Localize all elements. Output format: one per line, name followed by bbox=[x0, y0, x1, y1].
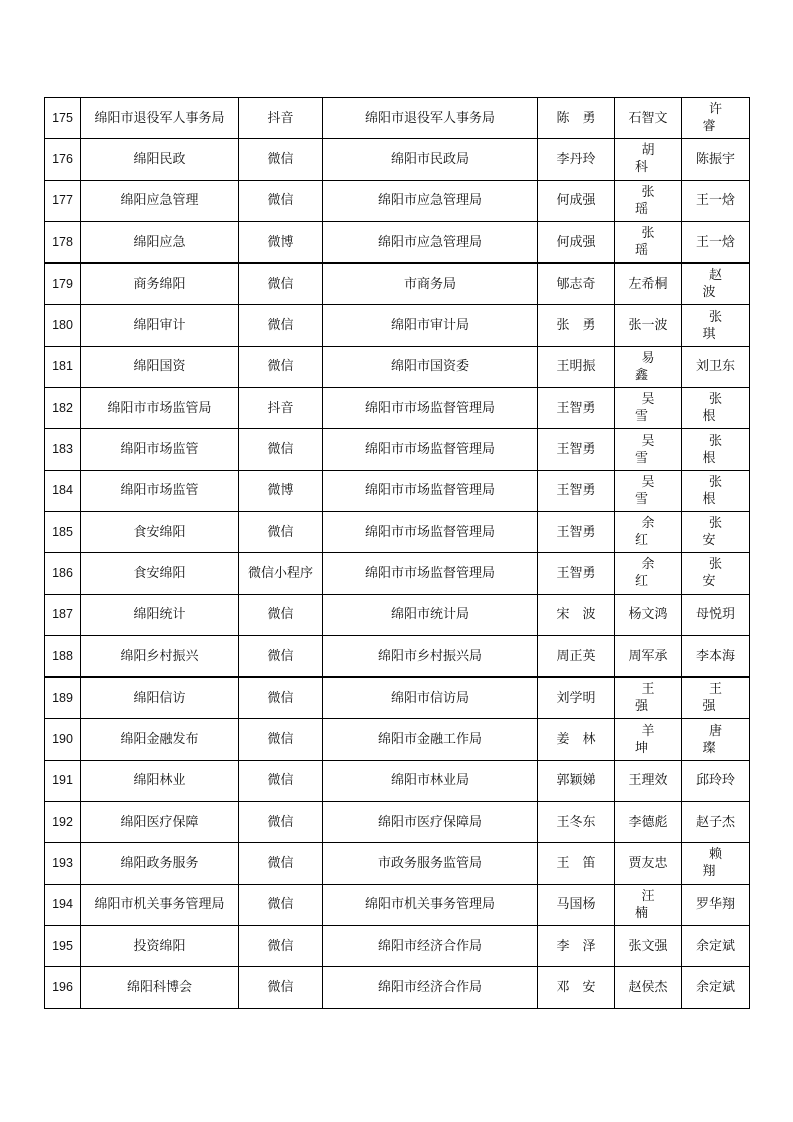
account-name: 食安绵阳 bbox=[81, 553, 239, 594]
account-name: 绵阳科博会 bbox=[81, 967, 239, 1008]
account-name: 绵阳民政 bbox=[81, 139, 239, 180]
manager-name: 张文强 bbox=[615, 925, 682, 966]
account-name: 绵阳市场监管 bbox=[81, 429, 239, 470]
operator-name: 罗华翔 bbox=[682, 884, 750, 925]
operator-name: 王一焓 bbox=[682, 180, 750, 221]
operator-name: 邱玲玲 bbox=[682, 760, 750, 801]
platform: 微博 bbox=[239, 221, 323, 263]
platform: 微博 bbox=[239, 470, 323, 511]
operator-name: 余定斌 bbox=[682, 967, 750, 1008]
platform: 微信 bbox=[239, 677, 323, 719]
operator-name: 张安 bbox=[682, 511, 750, 552]
row-number: 181 bbox=[45, 346, 81, 387]
manager-name: 周军承 bbox=[615, 635, 682, 677]
account-name: 绵阳医疗保障 bbox=[81, 802, 239, 843]
platform: 微信 bbox=[239, 760, 323, 801]
operator-name: 余定斌 bbox=[682, 925, 750, 966]
department: 绵阳市审计局 bbox=[323, 305, 538, 346]
account-name: 绵阳市市场监管局 bbox=[81, 388, 239, 429]
leader-name: 王智勇 bbox=[538, 511, 615, 552]
account-name: 绵阳应急 bbox=[81, 221, 239, 263]
leader-name: 王智勇 bbox=[538, 388, 615, 429]
platform: 微信 bbox=[239, 925, 323, 966]
account-name: 投资绵阳 bbox=[81, 925, 239, 966]
department: 绵阳市林业局 bbox=[323, 760, 538, 801]
leader-name: 王智勇 bbox=[538, 429, 615, 470]
leader-name: 郇志奇 bbox=[538, 263, 615, 305]
operator-name: 张琪 bbox=[682, 305, 750, 346]
operator-name: 王强 bbox=[682, 677, 750, 719]
manager-name: 吴雪 bbox=[615, 388, 682, 429]
table-row bbox=[45, 139, 750, 180]
table-row bbox=[45, 635, 750, 677]
department: 市商务局 bbox=[323, 263, 538, 305]
row-number: 180 bbox=[45, 305, 81, 346]
platform: 抖音 bbox=[239, 98, 323, 139]
manager-name: 石智文 bbox=[615, 98, 682, 139]
account-name: 绵阳金融发布 bbox=[81, 719, 239, 760]
platform: 微信 bbox=[239, 346, 323, 387]
account-name: 商务绵阳 bbox=[81, 263, 239, 305]
manager-name: 王强 bbox=[615, 677, 682, 719]
platform: 微信小程序 bbox=[239, 553, 323, 594]
account-name: 绵阳市机关事务管理局 bbox=[81, 884, 239, 925]
table-row bbox=[45, 180, 750, 221]
row-number: 177 bbox=[45, 180, 81, 221]
table-row bbox=[45, 802, 750, 843]
manager-name: 余红 bbox=[615, 511, 682, 552]
manager-name: 吴雪 bbox=[615, 429, 682, 470]
table-row bbox=[45, 967, 750, 1008]
platform: 微信 bbox=[239, 719, 323, 760]
department: 绵阳市医疗保障局 bbox=[323, 802, 538, 843]
manager-name: 易鑫 bbox=[615, 346, 682, 387]
row-number: 187 bbox=[45, 594, 81, 635]
row-number: 190 bbox=[45, 719, 81, 760]
manager-name: 张一波 bbox=[615, 305, 682, 346]
department: 绵阳市民政局 bbox=[323, 139, 538, 180]
row-number: 196 bbox=[45, 967, 81, 1008]
account-name: 绵阳国资 bbox=[81, 346, 239, 387]
manager-name: 胡科 bbox=[615, 139, 682, 180]
manager-name: 杨文鸿 bbox=[615, 594, 682, 635]
row-number: 179 bbox=[45, 263, 81, 305]
department: 绵阳市统计局 bbox=[323, 594, 538, 635]
leader-name: 何成强 bbox=[538, 221, 615, 263]
account-name: 绵阳统计 bbox=[81, 594, 239, 635]
row-number: 191 bbox=[45, 760, 81, 801]
manager-name: 羊坤 bbox=[615, 719, 682, 760]
leader-name: 李泽 bbox=[538, 925, 615, 966]
operator-name: 李本海 bbox=[682, 635, 750, 677]
account-name: 绵阳应急管理 bbox=[81, 180, 239, 221]
leader-name: 马国杨 bbox=[538, 884, 615, 925]
operator-name: 赖翔 bbox=[682, 843, 750, 884]
department: 绵阳市市场监督管理局 bbox=[323, 388, 538, 429]
account-name: 食安绵阳 bbox=[81, 511, 239, 552]
operator-name: 张安 bbox=[682, 553, 750, 594]
operator-name: 张根 bbox=[682, 470, 750, 511]
department: 绵阳市国资委 bbox=[323, 346, 538, 387]
department: 绵阳市经济合作局 bbox=[323, 925, 538, 966]
department: 绵阳市应急管理局 bbox=[323, 180, 538, 221]
table-body bbox=[45, 98, 750, 1009]
manager-name: 吴雪 bbox=[615, 470, 682, 511]
department: 绵阳市市场监督管理局 bbox=[323, 553, 538, 594]
department: 绵阳市应急管理局 bbox=[323, 221, 538, 263]
leader-name: 王智勇 bbox=[538, 470, 615, 511]
leader-name: 王冬东 bbox=[538, 802, 615, 843]
table-row bbox=[45, 470, 750, 511]
department: 绵阳市信访局 bbox=[323, 677, 538, 719]
platform: 微信 bbox=[239, 263, 323, 305]
manager-name: 贾友忠 bbox=[615, 843, 682, 884]
leader-name: 李丹玲 bbox=[538, 139, 615, 180]
table-row bbox=[45, 925, 750, 966]
leader-name: 宋波 bbox=[538, 594, 615, 635]
table-row bbox=[45, 388, 750, 429]
department: 绵阳市乡村振兴局 bbox=[323, 635, 538, 677]
operator-name: 许睿 bbox=[682, 98, 750, 139]
table-row bbox=[45, 429, 750, 470]
leader-name: 郭颖娣 bbox=[538, 760, 615, 801]
department: 绵阳市退役军人事务局 bbox=[323, 98, 538, 139]
account-name: 绵阳信访 bbox=[81, 677, 239, 719]
account-name: 绵阳政务服务 bbox=[81, 843, 239, 884]
manager-name: 余红 bbox=[615, 553, 682, 594]
table-row bbox=[45, 760, 750, 801]
accounts-table bbox=[44, 97, 750, 1009]
leader-name: 王笛 bbox=[538, 843, 615, 884]
platform: 微信 bbox=[239, 180, 323, 221]
row-number: 193 bbox=[45, 843, 81, 884]
department: 绵阳市市场监督管理局 bbox=[323, 511, 538, 552]
table-row bbox=[45, 346, 750, 387]
row-number: 195 bbox=[45, 925, 81, 966]
row-number: 186 bbox=[45, 553, 81, 594]
row-number: 185 bbox=[45, 511, 81, 552]
department: 市政务服务监管局 bbox=[323, 843, 538, 884]
manager-name: 张瑶 bbox=[615, 221, 682, 263]
account-name: 绵阳乡村振兴 bbox=[81, 635, 239, 677]
platform: 微信 bbox=[239, 843, 323, 884]
table-row bbox=[45, 221, 750, 263]
table-row bbox=[45, 677, 750, 719]
platform: 微信 bbox=[239, 511, 323, 552]
operator-name: 赵波 bbox=[682, 263, 750, 305]
operator-name: 刘卫东 bbox=[682, 346, 750, 387]
platform: 抖音 bbox=[239, 388, 323, 429]
table-row bbox=[45, 305, 750, 346]
leader-name: 何成强 bbox=[538, 180, 615, 221]
row-number: 176 bbox=[45, 139, 81, 180]
table-row bbox=[45, 511, 750, 552]
manager-name: 李德彪 bbox=[615, 802, 682, 843]
leader-name: 王智勇 bbox=[538, 553, 615, 594]
account-name: 绵阳审计 bbox=[81, 305, 239, 346]
leader-name: 邓安 bbox=[538, 967, 615, 1008]
table-row bbox=[45, 719, 750, 760]
leader-name: 周正英 bbox=[538, 635, 615, 677]
manager-name: 王理效 bbox=[615, 760, 682, 801]
table-row bbox=[45, 884, 750, 925]
operator-name: 陈振宇 bbox=[682, 139, 750, 180]
row-number: 182 bbox=[45, 388, 81, 429]
operator-name: 张根 bbox=[682, 429, 750, 470]
row-number: 178 bbox=[45, 221, 81, 263]
row-number: 184 bbox=[45, 470, 81, 511]
platform: 微信 bbox=[239, 802, 323, 843]
row-number: 192 bbox=[45, 802, 81, 843]
platform: 微信 bbox=[239, 429, 323, 470]
table-row bbox=[45, 594, 750, 635]
operator-name: 唐璨 bbox=[682, 719, 750, 760]
platform: 微信 bbox=[239, 967, 323, 1008]
account-name: 绵阳市场监管 bbox=[81, 470, 239, 511]
table-row bbox=[45, 553, 750, 594]
platform: 微信 bbox=[239, 305, 323, 346]
table-row bbox=[45, 263, 750, 305]
leader-name: 姜林 bbox=[538, 719, 615, 760]
operator-name: 王一焓 bbox=[682, 221, 750, 263]
department: 绵阳市市场监督管理局 bbox=[323, 429, 538, 470]
account-name: 绵阳市退役军人事务局 bbox=[81, 98, 239, 139]
table-row bbox=[45, 843, 750, 884]
operator-name: 张根 bbox=[682, 388, 750, 429]
department: 绵阳市机关事务管理局 bbox=[323, 884, 538, 925]
row-number: 189 bbox=[45, 677, 81, 719]
platform: 微信 bbox=[239, 594, 323, 635]
operator-name: 赵子杰 bbox=[682, 802, 750, 843]
leader-name: 张勇 bbox=[538, 305, 615, 346]
leader-name: 王明振 bbox=[538, 346, 615, 387]
department: 绵阳市市场监督管理局 bbox=[323, 470, 538, 511]
account-name: 绵阳林业 bbox=[81, 760, 239, 801]
operator-name: 母悦玥 bbox=[682, 594, 750, 635]
manager-name: 左希桐 bbox=[615, 263, 682, 305]
department: 绵阳市经济合作局 bbox=[323, 967, 538, 1008]
row-number: 188 bbox=[45, 635, 81, 677]
platform: 微信 bbox=[239, 884, 323, 925]
platform: 微信 bbox=[239, 635, 323, 677]
row-number: 194 bbox=[45, 884, 81, 925]
table-row bbox=[45, 98, 750, 139]
leader-name: 陈勇 bbox=[538, 98, 615, 139]
row-number: 183 bbox=[45, 429, 81, 470]
platform: 微信 bbox=[239, 139, 323, 180]
department: 绵阳市金融工作局 bbox=[323, 719, 538, 760]
manager-name: 汪楠 bbox=[615, 884, 682, 925]
row-number: 175 bbox=[45, 98, 81, 139]
manager-name: 张瑶 bbox=[615, 180, 682, 221]
manager-name: 赵侯杰 bbox=[615, 967, 682, 1008]
leader-name: 刘学明 bbox=[538, 677, 615, 719]
